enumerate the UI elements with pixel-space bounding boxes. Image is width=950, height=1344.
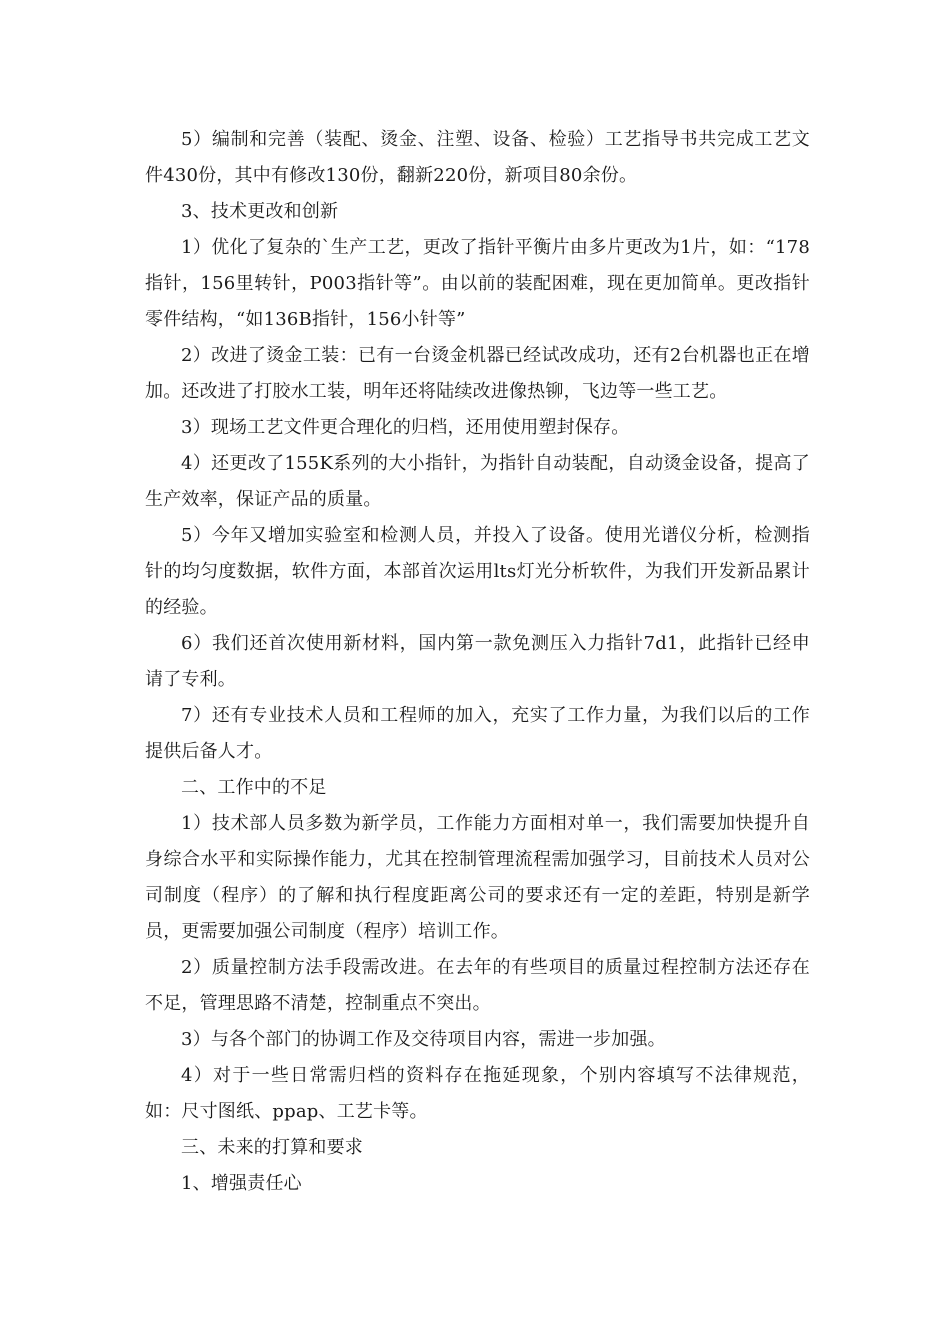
paragraph-archiving-delay: 4）对于一些日常需归档的资料存在拖延现象，个别内容填写不法律规范，如：尺寸图纸、ppap、工艺卡等。 <box>145 1065 810 1122</box>
paragraph-155k-series: 4）还更改了155K系列的大小指针，为指针自动装配，自动烫金设备，提高了生产效率，保证产品的质量。 <box>145 453 810 510</box>
heading-tech-changes: 3、技术更改和创新 <box>181 201 339 222</box>
paragraph-laboratory: 5）今年又增加实验室和检测人员，并投入了设备。使用光谱仪分析，检测指针的均匀度数据，软件方面，本部首次运用lts灯光分析软件，为我们开发新品累计的经验。 <box>145 525 810 618</box>
paragraph-new-material: 6）我们还首次使用新材料，国内第一款免测压入力指针7d1，此指针已经申请了专利。 <box>145 633 810 690</box>
heading-shortcomings: 二、工作中的不足 <box>181 777 327 798</box>
paragraph-filing: 3）现场工艺文件更合理化的归档，还用使用塑封保存。 <box>181 417 630 438</box>
paragraph-new-staff: 7）还有专业技术人员和工程师的加入，充实了工作力量，为我们以后的工作提供后备人才。 <box>145 705 810 762</box>
paragraph-staff-skills: 1）技术部人员多数为新学员，工作能力方面相对单一，我们需要加快提升自身综合水平和实际操作能力，尤其在控制管理流程需加强学习，目前技术人员对公司制度（程序）的了解和执行程度距离公司的要求还有一定的差距，特别是新学员，更需要加强公司制度（程序）培训工作。 <box>145 813 810 942</box>
heading-responsibility: 1、增强责任心 <box>181 1173 302 1194</box>
paragraph-coordination: 3）与各个部门的协调工作及交待项目内容，需进一步加强。 <box>181 1029 666 1050</box>
paragraph-hot-stamping-tooling: 2）改进了烫金工装：已有一台烫金机器已经试改成功，还有2台机器也正在增加。还改进了打胶水工装，明年还将陆续改进像热铆，飞边等一些工艺。 <box>145 345 810 402</box>
paragraph-process-docs: 5）编制和完善（装配、烫金、注塑、设备、检验）工艺指导书共完成工艺文件430份，其中有修改130份，翻新220份，新项目80余份。 <box>145 129 810 186</box>
document-body <box>145 122 810 1202</box>
paragraph-optimize-process: 1）优化了复杂的`生产工艺，更改了指针平衡片由多片更改为1片，如：“178指针，156里转针，P003指针等”。由以前的装配困难，现在更加简单。更改指针零件结构，“如136B指针，156小针等” <box>145 237 810 330</box>
paragraph-quality-control: 2）质量控制方法手段需改进。在去年的有些项目的质量过程控制方法还存在不足，管理思路不清楚，控制重点不突出。 <box>145 957 810 1014</box>
heading-future-plans: 三、未来的打算和要求 <box>181 1137 363 1158</box>
